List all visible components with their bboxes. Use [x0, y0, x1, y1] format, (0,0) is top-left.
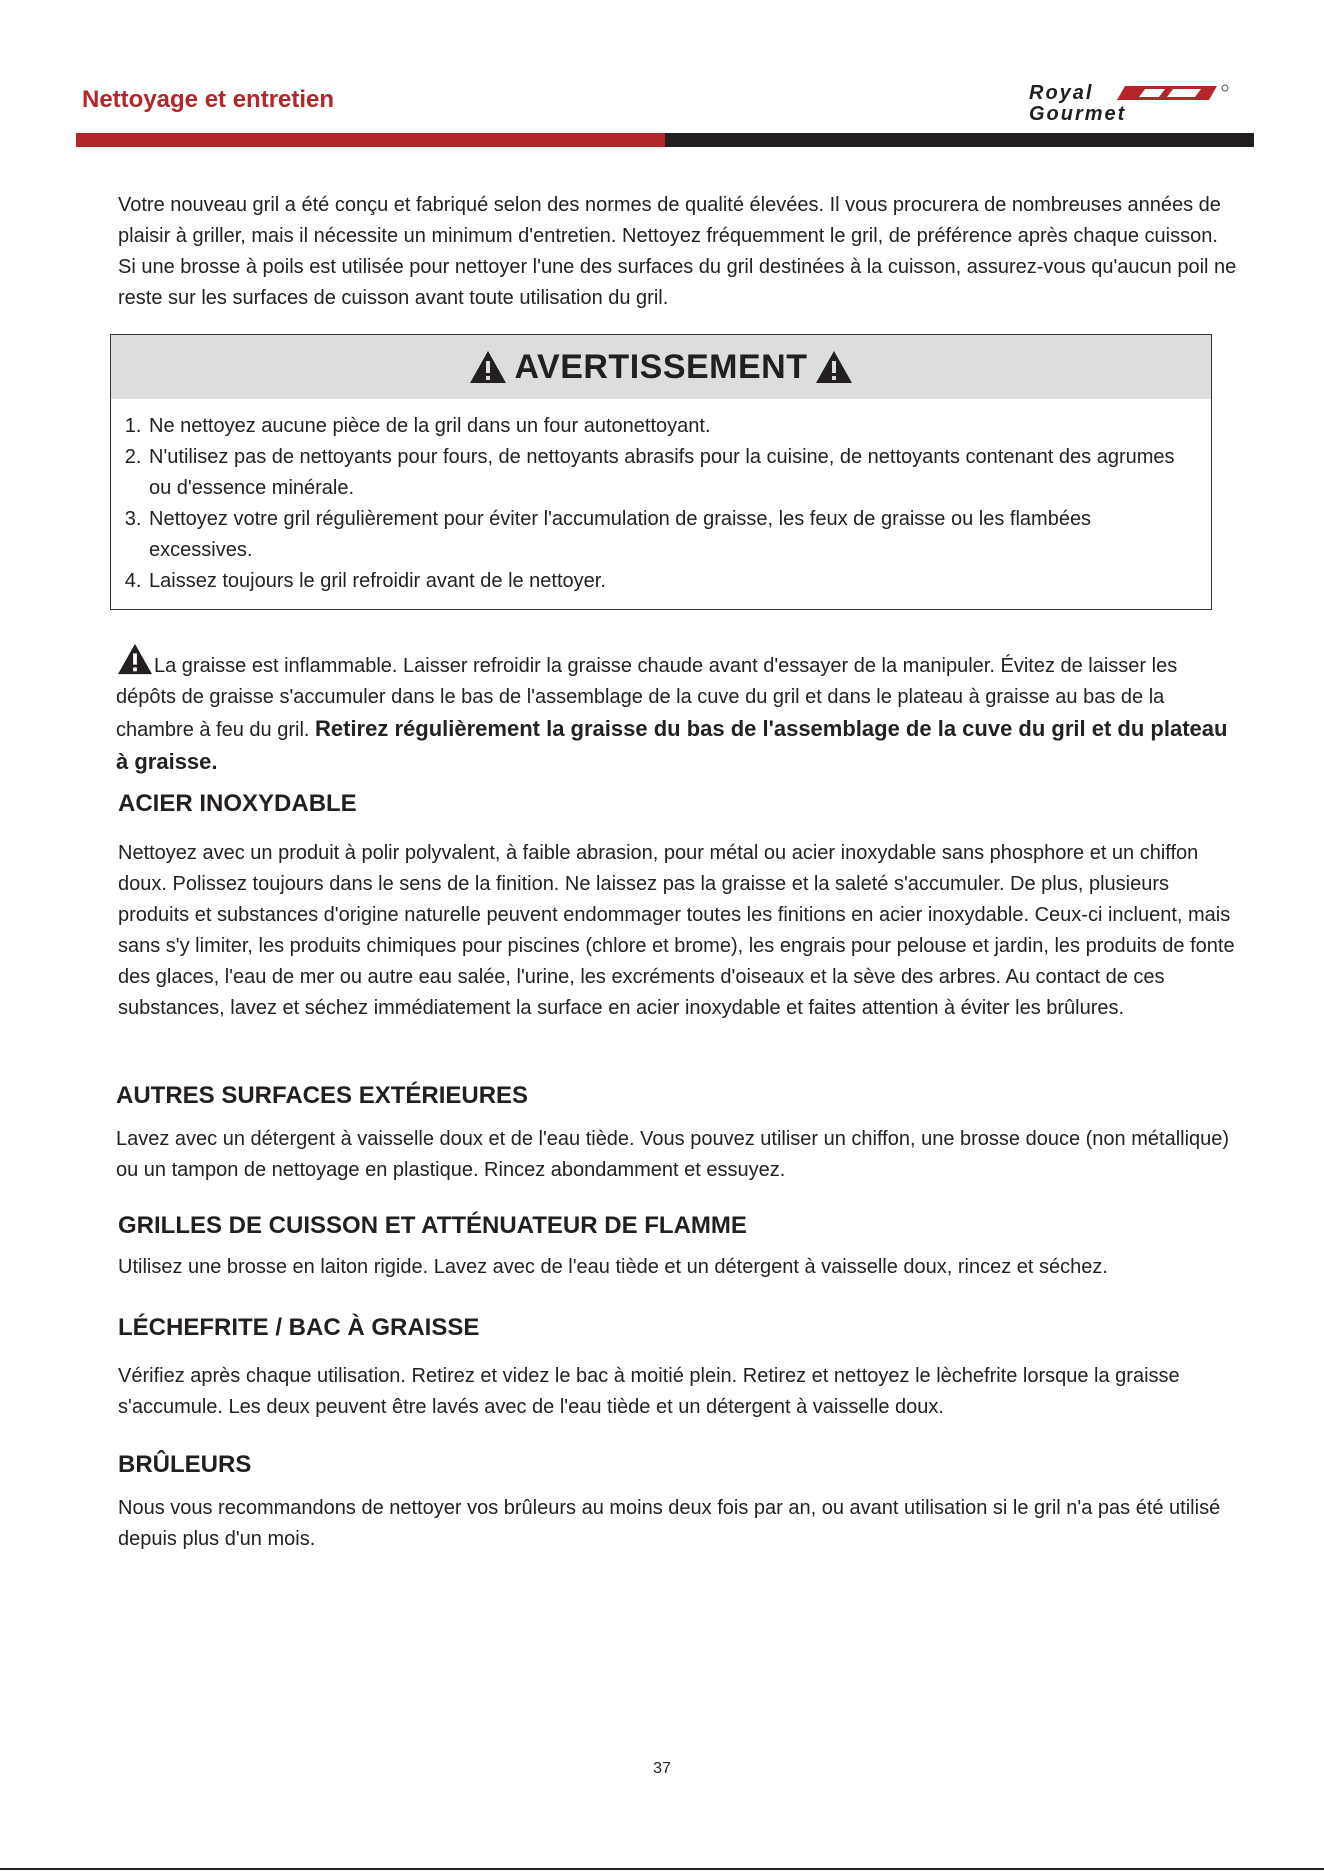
- section-heading-stainless: ACIER INOXYDABLE: [118, 790, 357, 817]
- warning-triangle-icon: [468, 349, 508, 385]
- section-heading-exterior: AUTRES SURFACES EXTÉRIEURES: [116, 1082, 529, 1109]
- warning-box: [110, 334, 1212, 610]
- warning-triangle-icon: [116, 642, 154, 676]
- header-bar-black: [665, 133, 1254, 147]
- section-body-grease-tray: Vérifiez après chaque utilisation. Retirez et videz le bac à moitié plein. Retirez et nettoyez le lèchefrite lorsque la graisse s'accumule. Les deux peuvent être lavés avec de l'eau tiède et un détergent à vaisselle doux.: [118, 1365, 1180, 1418]
- section-heading-grates: GRILLES DE CUISSON ET ATTÉNUATEUR DE FLAMME: [118, 1212, 747, 1239]
- grease-warning-bold: Retirez régulièrement la graisse du bas de l'assemblage de la cuve du gril et du plateau à graisse.: [116, 716, 1228, 774]
- intro-paragraph: Votre nouveau gril a été conçu et fabriqué selon des normes de qualité élevées. Il vous procurera de nombreuses années de plaisir à griller, mais il nécessite un minimum d'entretien. Nettoyez fréquemment le gril, de préférence après chaque cuisson. Si une brosse à poils est utilisée pour nettoyer l'une des surfaces du gril destinées à la cuisson, assurez-vous qu'aucun poil ne reste sur les surfaces de cuisson avant toute utilisation du gril.: [118, 194, 1237, 309]
- warning-item: 3. Nettoyez votre gril régulièrement pour éviter l'accumulation de graisse, les feux de graisse ou les flambées excessives.: [147, 504, 1197, 566]
- registered-mark: [1222, 85, 1228, 91]
- page-number: 37: [653, 1760, 671, 1777]
- section-body-burners: Nous vous recommandons de nettoyer vos brûleurs au moins deux fois par an, ou avant utilisation si le gril n'a pas été utilisé depuis plus d'un mois.: [118, 1497, 1221, 1550]
- section-body-exterior: Lavez avec un détergent à vaisselle doux et de l'eau tiède. Vous pouvez utiliser un chiffon, une brosse douce (non métallique) ou un tampon de nettoyage en plastique. Rincez abondamment et essuyez.: [116, 1128, 1230, 1181]
- section-heading-burners: BRÛLEURS: [118, 1451, 252, 1478]
- section-body-stainless: Nettoyez avec un produit à polir polyvalent, à faible abrasion, pour métal ou acier inoxydable sans phosphore et un chiffon doux. Polissez toujours dans le sens de la finition. Ne laissez pas la graisse et la saleté s'accumuler. De plus, plusieurs produits et substances d'origine naturelle peuvent endommager toutes les finitions en acier inoxydable. Ceux-ci incluent, mais sans s'y limiter, les produits chimiques pour piscines (chlore et brome), les engrais pour pelouse et jardin, les produits de fonte des glaces, l'eau de mer ou autre eau salée, l'urine, les excréments d'oiseaux et la sève des arbres. Au contact de ces substances, lavez et séchez immédiatement la surface en acier inoxydable et faites attention à éviter les brûlures.: [118, 842, 1235, 1019]
- warning-header: [111, 335, 1211, 399]
- bottom-rule: [0, 1868, 1324, 1870]
- warning-list: [111, 399, 1211, 597]
- section-body-grates: Utilisez une brosse en laiton rigide. Lavez avec de l'eau tiède et un détergent à vaisselle doux, rincez et séchez.: [118, 1256, 1108, 1278]
- grease-warning-paragraph: [116, 642, 1236, 779]
- section-title: Nettoyage et entretien: [82, 86, 335, 113]
- warning-title: AVERTISSEMENT: [514, 347, 808, 386]
- royal-gourmet-logo: [1025, 80, 1240, 124]
- logo-gourmet-text: Gourmet: [1029, 103, 1127, 124]
- warning-item: 2. N'utilisez pas de nettoyants pour fours, de nettoyants abrasifs pour la cuisine, de nettoyants contenant des agrumes ou d'essence minérale.: [147, 442, 1197, 504]
- logo-royal-text: Royal: [1029, 82, 1094, 104]
- logo-flame-swoosh: [1117, 86, 1217, 100]
- section-heading-grease-tray: LÉCHEFRITE / BAC À GRAISSE: [118, 1314, 480, 1341]
- warning-item: 1. Ne nettoyez aucune pièce de la gril dans un four autonettoyant.: [147, 411, 1197, 442]
- warning-item: 4. Laissez toujours le gril refroidir avant de le nettoyer.: [147, 566, 1197, 597]
- header-bar-red: [76, 133, 665, 147]
- header-color-bar: [76, 133, 1254, 147]
- grease-warning-text: La graisse est inflammable. Laisser refroidir la graisse chaude avant d'essayer de la manipuler. Évitez de laisser les dépôts de graisse s'accumuler dans le bas de l'assemblage de la cuve du gril et dans le plateau à graisse au bas de la chambre à feu du gril.: [116, 655, 1178, 741]
- warning-triangle-icon: [814, 349, 854, 385]
